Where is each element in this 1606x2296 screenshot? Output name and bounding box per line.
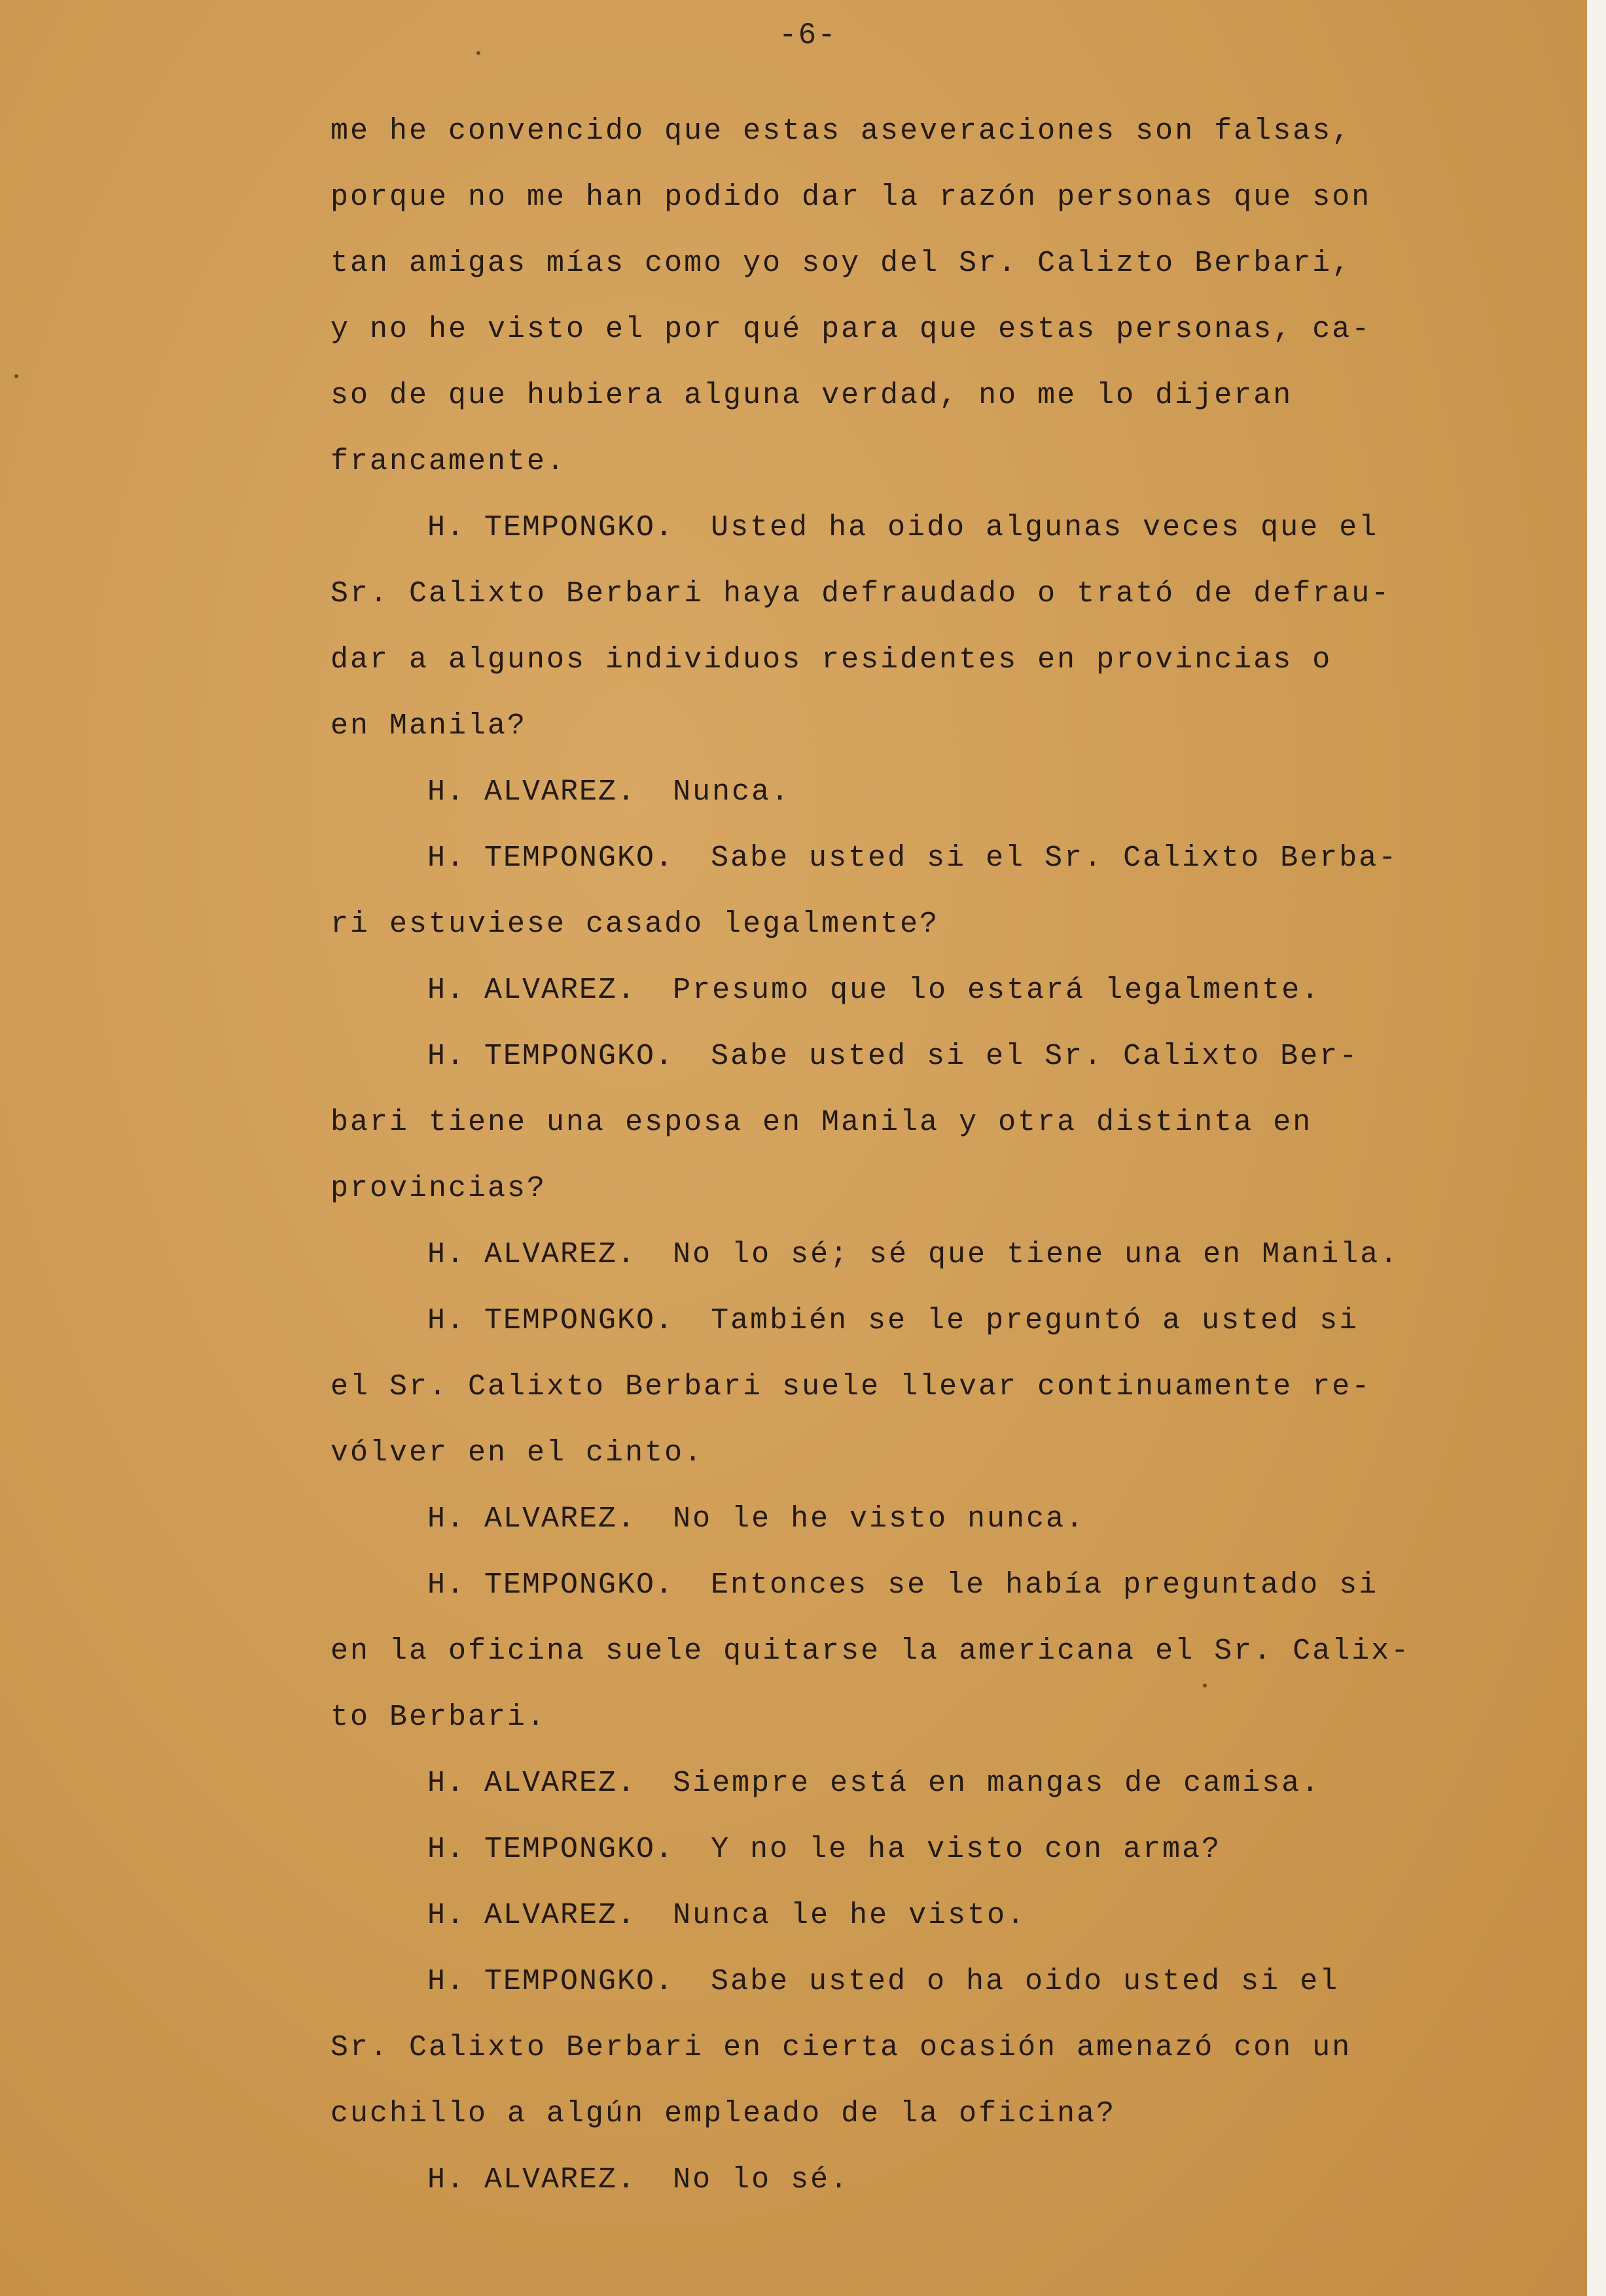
- speaker-label: H. ALVAREZ.: [427, 2163, 637, 2197]
- text-line: Sr. Calixto Berbari en cierta ocasión amenazó con un: [330, 2031, 1352, 2064]
- ink-speck: [476, 51, 480, 55]
- text-line: bari tiene una esposa en Manila y otra distinta en: [330, 1106, 1313, 1139]
- speaker-line: H. ALVAREZ. Presumo que lo estará legalmente.: [427, 974, 1321, 1007]
- speaker-line: H. ALVAREZ. No lo sé; sé que tiene una en Manila.: [427, 1238, 1400, 1271]
- speaker-line: H. TEMPONGKO. Sabe usted o ha oido usted si el: [427, 1965, 1340, 1998]
- text-line: porque no me han podido dar la razón personas que son: [330, 181, 1372, 214]
- text-line: cuchillo a algún empleado de la oficina?: [330, 2097, 1116, 2130]
- text-line: tan amigas mías como yo soy del Sr. Calizto Berbari,: [330, 247, 1352, 280]
- text-line: en Manila?: [330, 709, 527, 743]
- page-number: -6-: [779, 18, 837, 52]
- transcript-body: [330, 98, 1443, 2213]
- speaker-label: H. ALVAREZ.: [427, 1899, 637, 1932]
- speaker-line: H. ALVAREZ. Siempre está en mangas de camisa.: [427, 1767, 1321, 1800]
- speaker-label: H. ALVAREZ.: [427, 974, 637, 1007]
- speaker-label: H. TEMPONGKO.: [427, 1040, 675, 1073]
- speaker-label: H. TEMPONGKO.: [427, 511, 675, 544]
- text-line: ri estuviese casado legalmente?: [330, 908, 940, 941]
- text-line: to Berbari.: [330, 1701, 547, 1734]
- speaker-line: H. ALVAREZ. No lo sé.: [427, 2163, 850, 2197]
- speaker-line: H. TEMPONGKO. Sabe usted si el Sr. Calixto Berba-: [427, 841, 1399, 875]
- text-line: provincias?: [330, 1172, 547, 1205]
- speaker-label: H. ALVAREZ.: [427, 1238, 637, 1271]
- speaker-label: H. TEMPONGKO.: [427, 1568, 675, 1602]
- speaker-line: H. TEMPONGKO. Entonces se le había preguntado si: [427, 1568, 1379, 1602]
- text-line: en la oficina suele quitarse la americana el Sr. Calix-: [330, 1634, 1411, 1668]
- speaker-label: H. TEMPONGKO.: [427, 841, 675, 875]
- ink-speck: [14, 374, 18, 378]
- speaker-label: H. ALVAREZ.: [427, 775, 637, 809]
- speaker-line: H. TEMPONGKO. Usted ha oido algunas veces que el: [427, 511, 1379, 544]
- speaker-line: H. TEMPONGKO. Y no le ha visto con arma?: [427, 1833, 1222, 1866]
- speaker-label: H. ALVAREZ.: [427, 1502, 637, 1536]
- speaker-label: H. TEMPONGKO.: [427, 1304, 675, 1337]
- speaker-label: H. TEMPONGKO.: [427, 1833, 675, 1866]
- text-line: Sr. Calixto Berbari haya defraudado o trató de defrau-: [330, 577, 1391, 610]
- text-line: dar a algunos individuos residentes en provincias o: [330, 643, 1332, 677]
- speaker-line: H. TEMPONGKO. También se le preguntó a usted si: [427, 1304, 1359, 1337]
- speaker-label: H. ALVAREZ.: [427, 1767, 637, 1800]
- scan-edge: [1587, 0, 1606, 2296]
- speaker-label: H. TEMPONGKO.: [427, 1965, 675, 1998]
- speaker-line: H. ALVAREZ. No le he visto nunca.: [427, 1502, 1086, 1536]
- speaker-line: H. ALVAREZ. Nunca.: [427, 775, 791, 809]
- text-line: y no he visto el por qué para que estas personas, ca-: [330, 313, 1372, 346]
- text-line: so de que hubiera alguna verdad, no me lo dijeran: [330, 379, 1293, 412]
- speaker-line: H. ALVAREZ. Nunca le he visto.: [427, 1899, 1027, 1932]
- text-line: el Sr. Calixto Berbari suele llevar continuamente re-: [330, 1370, 1372, 1404]
- speaker-line: H. TEMPONGKO. Sabe usted si el Sr. Calixto Ber-: [427, 1040, 1359, 1073]
- text-line: vólver en el cinto.: [330, 1436, 704, 1470]
- text-line: francamente.: [330, 445, 567, 478]
- text-line: me he convencido que estas aseveraciones son falsas,: [330, 115, 1352, 148]
